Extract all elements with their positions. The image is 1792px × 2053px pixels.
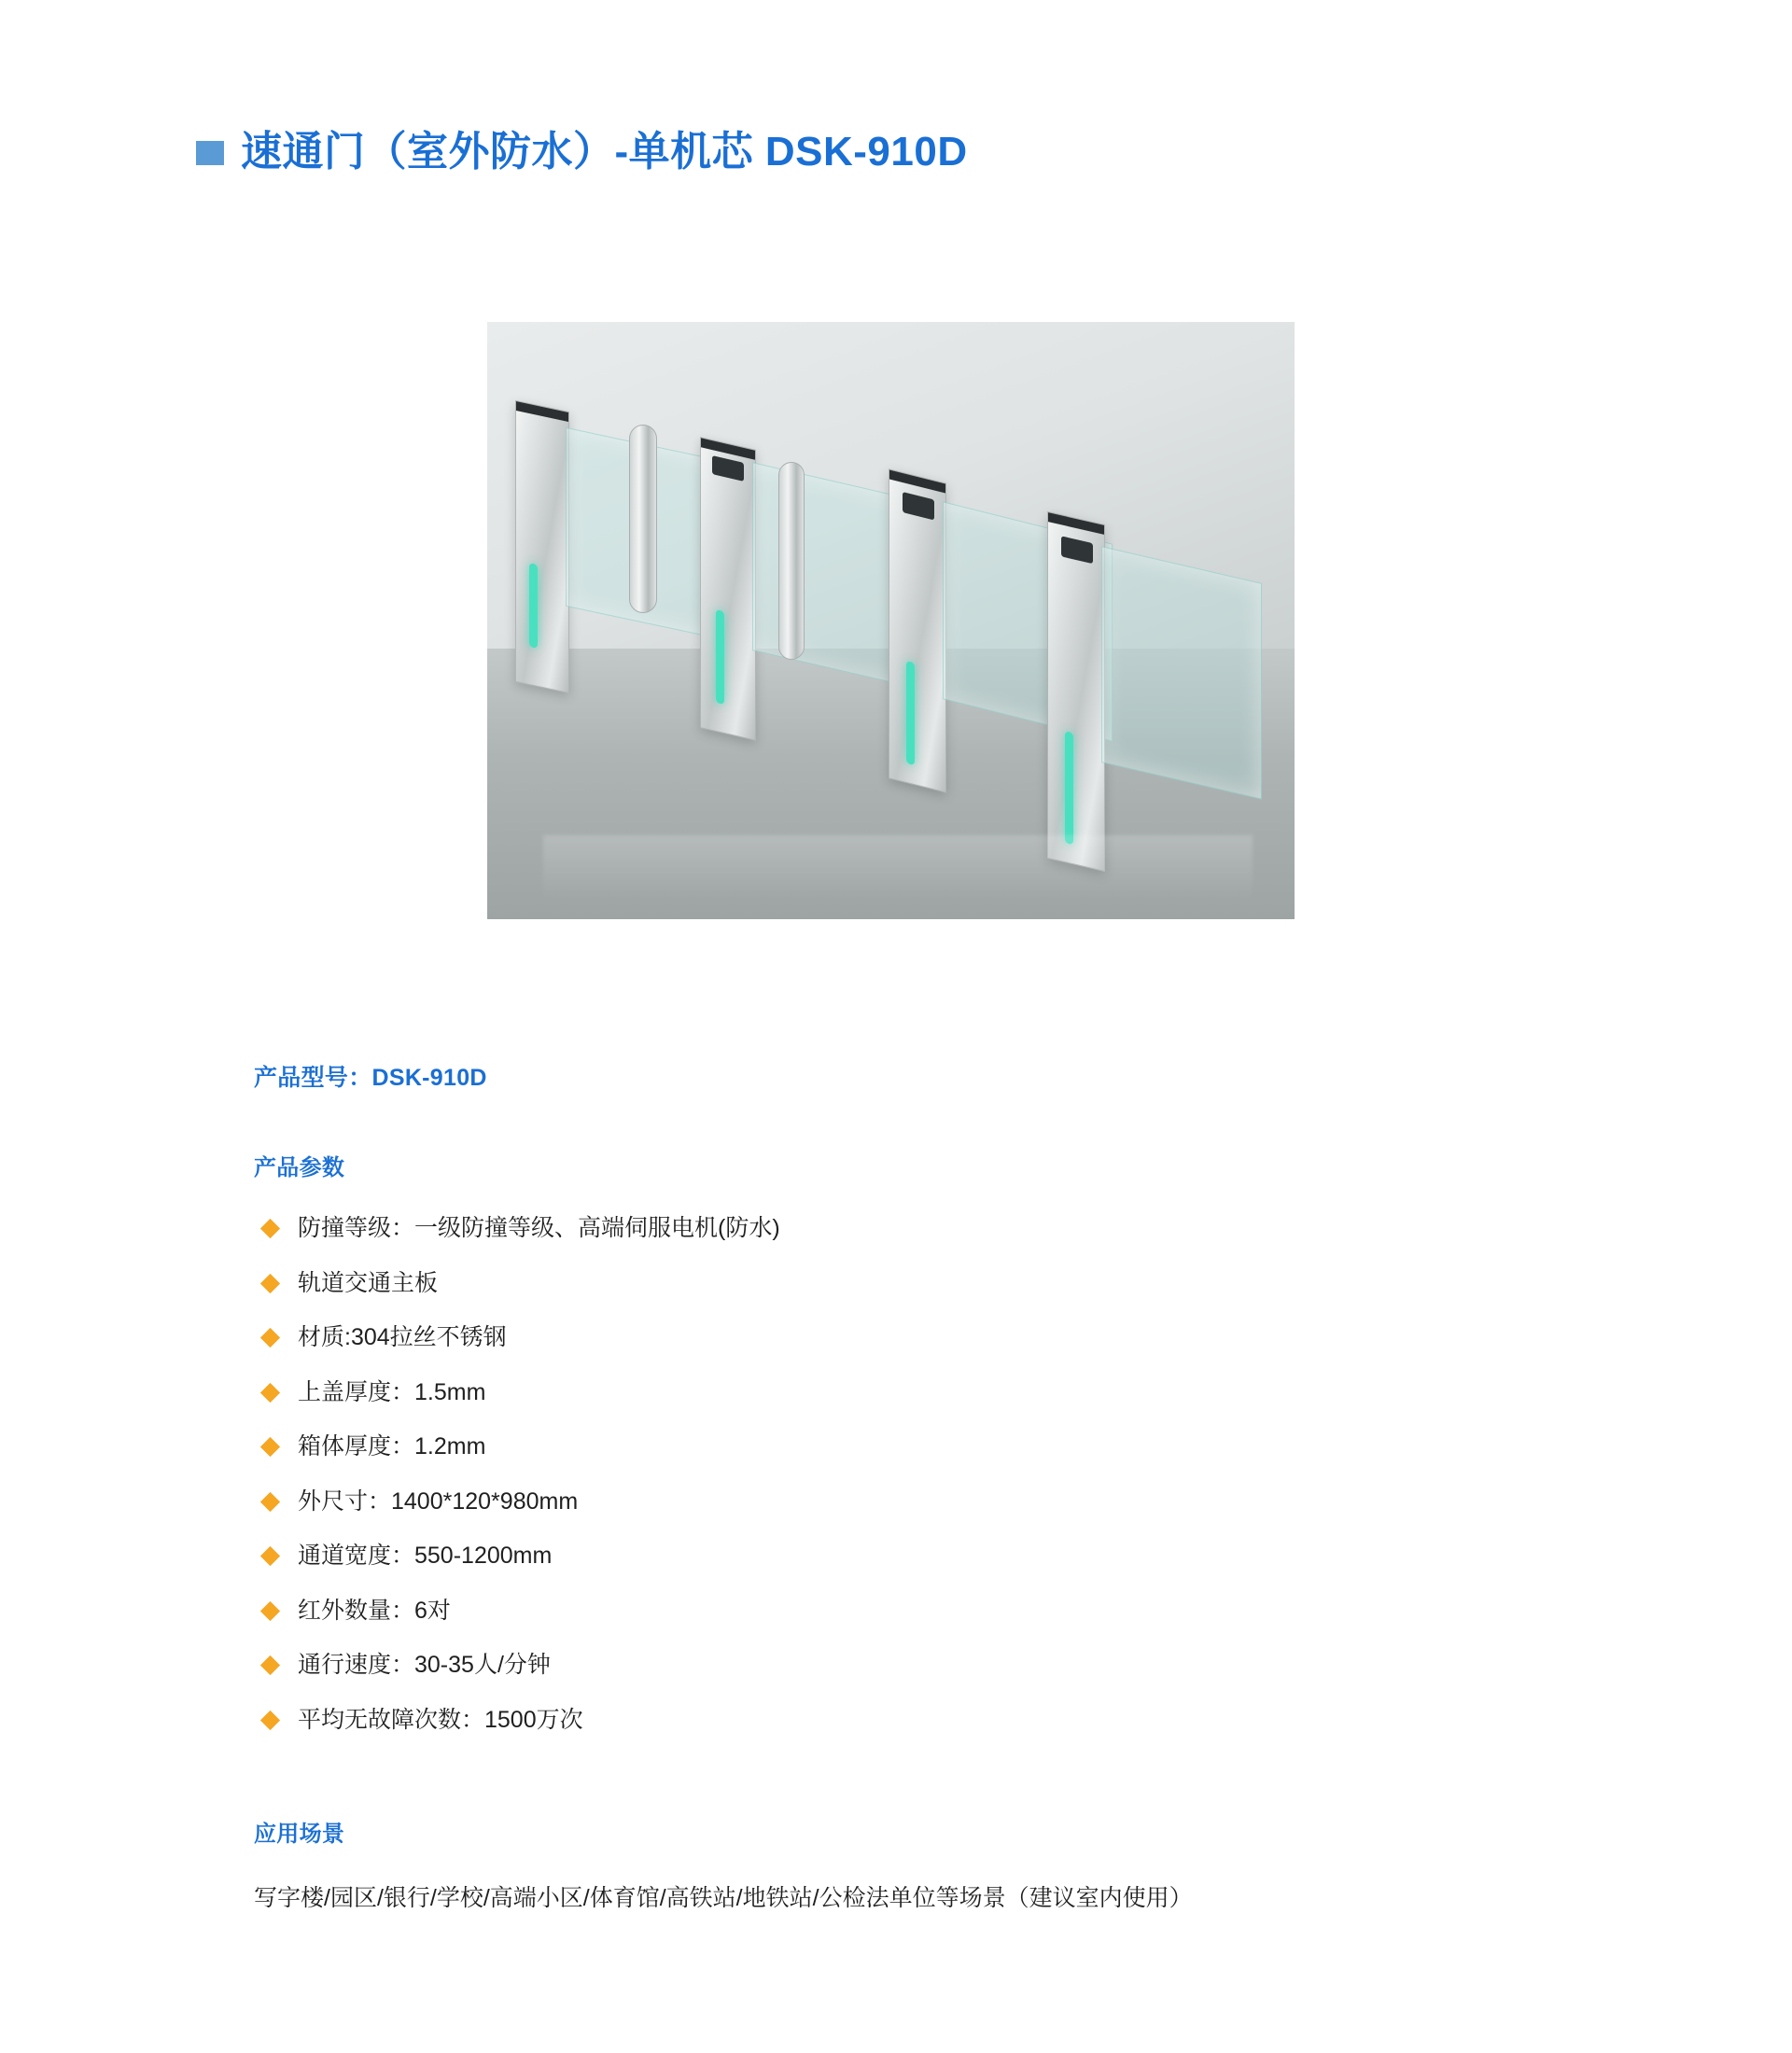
list-item bbox=[254, 1213, 1792, 1244]
spec-text: 轨道交通主板 bbox=[298, 1269, 439, 1296]
card-reader-icon bbox=[903, 492, 934, 520]
diamond-bullet-icon bbox=[260, 1655, 280, 1675]
spec-list bbox=[254, 1213, 1792, 1735]
gate-led-indicator bbox=[1065, 732, 1073, 845]
gate-top-strip bbox=[516, 401, 568, 422]
spec-text: 外尺寸：1400*120*980mm bbox=[298, 1487, 579, 1515]
specs-heading: 产品参数 bbox=[254, 1155, 345, 1181]
gate-pedestal bbox=[889, 469, 946, 793]
gate-led-indicator bbox=[529, 563, 538, 649]
diamond-bullet-icon bbox=[260, 1437, 280, 1457]
page-title: 速通门（室外防水）-单机芯 DSK-910D bbox=[241, 129, 968, 175]
product-image-container bbox=[0, 322, 1792, 919]
gate-pedestal bbox=[1047, 511, 1105, 872]
spec-text: 平均无故障次数：1500万次 bbox=[298, 1706, 583, 1733]
spec-text: 通道宽度：550-1200mm bbox=[298, 1543, 553, 1570]
gate-led-indicator bbox=[716, 609, 724, 705]
gate-glass-wing bbox=[1101, 546, 1262, 800]
scenes-text: 写字楼/园区/银行/学校/高端小区/体育馆/高铁站/地铁站/公检法单位等场景（建议室内使用） bbox=[254, 1885, 1193, 1912]
card-reader-icon bbox=[712, 455, 744, 482]
list-item bbox=[254, 1377, 1792, 1408]
diamond-bullet-icon bbox=[260, 1546, 280, 1566]
card-reader-icon bbox=[1061, 537, 1093, 565]
list-item bbox=[254, 1487, 1792, 1517]
square-bullet-icon bbox=[196, 141, 224, 165]
diamond-bullet-icon bbox=[260, 1328, 280, 1348]
spec-text: 材质:304拉丝不锈钢 bbox=[298, 1324, 507, 1351]
list-item bbox=[254, 1322, 1792, 1353]
list-item bbox=[254, 1705, 1792, 1736]
list-item bbox=[254, 1432, 1792, 1462]
product-model: 产品型号：DSK-910D bbox=[254, 1065, 487, 1092]
spec-text: 通行速度：30-35人/分钟 bbox=[298, 1652, 551, 1679]
list-item bbox=[254, 1596, 1792, 1627]
spec-text: 上盖厚度：1.5mm bbox=[298, 1378, 486, 1405]
diamond-bullet-icon bbox=[260, 1600, 280, 1620]
page-title-row bbox=[0, 0, 1792, 203]
gate-top-strip bbox=[889, 470, 945, 494]
list-item bbox=[254, 1650, 1792, 1681]
scenes-heading: 应用场景 bbox=[254, 1822, 345, 1848]
gate-top-strip bbox=[701, 439, 755, 460]
spec-text: 红外数量：6对 bbox=[298, 1597, 451, 1624]
spec-text: 防撞等级：一级防撞等级、高端伺服电机(防水) bbox=[298, 1215, 780, 1242]
diamond-bullet-icon bbox=[260, 1219, 280, 1238]
diamond-bullet-icon bbox=[260, 1382, 280, 1402]
product-details bbox=[0, 919, 1792, 1917]
floor-reflection bbox=[543, 835, 1253, 901]
gate-led-indicator bbox=[906, 661, 915, 765]
diamond-bullet-icon bbox=[260, 1491, 280, 1511]
gate-post bbox=[778, 462, 805, 660]
list-item bbox=[254, 1268, 1792, 1299]
gate-top-strip bbox=[1048, 512, 1104, 535]
diamond-bullet-icon bbox=[260, 1273, 280, 1292]
gate-post bbox=[629, 425, 657, 613]
spec-text: 箱体厚度：1.2mm bbox=[298, 1433, 486, 1460]
product-image bbox=[487, 322, 1295, 919]
gate-pedestal bbox=[700, 437, 756, 741]
gate-pedestal bbox=[515, 400, 569, 693]
list-item bbox=[254, 1541, 1792, 1571]
diamond-bullet-icon bbox=[260, 1710, 280, 1729]
